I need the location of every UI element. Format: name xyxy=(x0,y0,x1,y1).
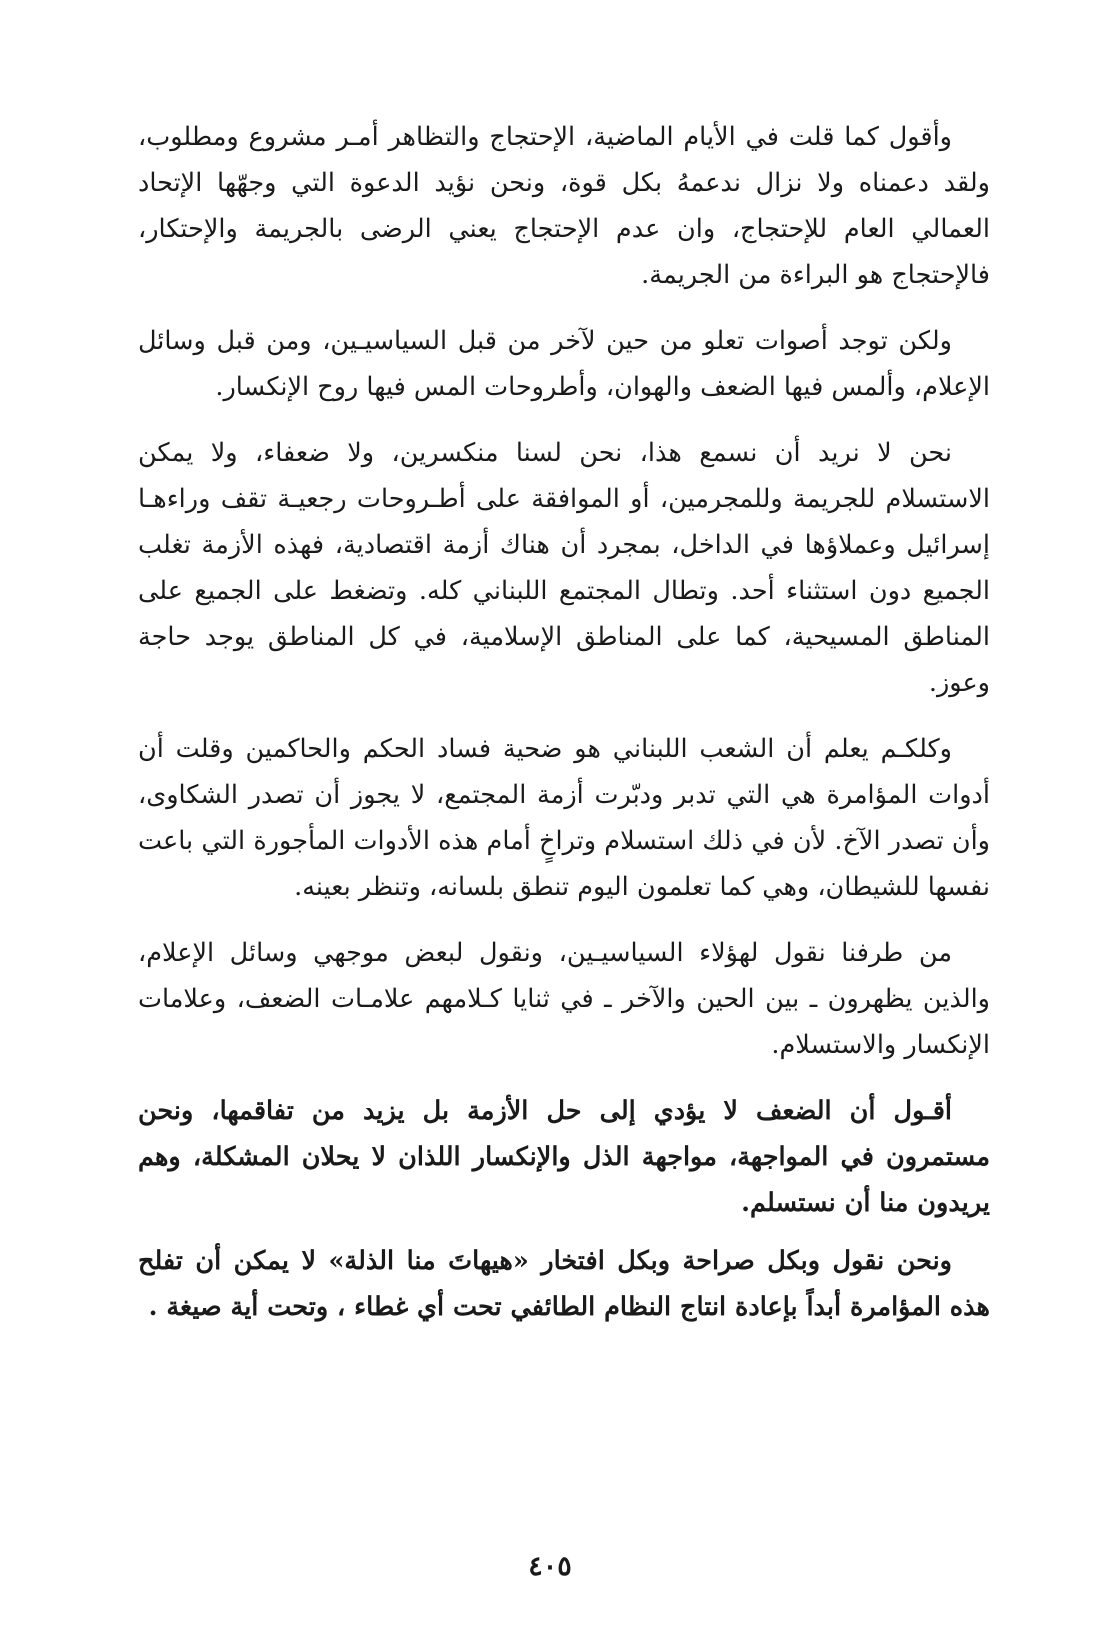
paragraph-2: ولكن توجد أصوات تعلو من حين لآخر من قبل السياسيـين، ومن قبل وسائل الإعلام، وألمس فيها الضعف والهوان، وأطروحات المس فيها روح الإنكسار. xyxy=(138,326,990,402)
paragraph-5: من طرفنا نقول لهؤلاء السياسيـين، ونقول لبعض موجهي وسائل الإعلام، والذين يظهرون ـ بين الحين والآخر ـ في ثنايا كـلامهم علامـات الضعف، وعلامات الإنكسار والاستسلام. xyxy=(138,938,990,1060)
paragraph-7: ونحن نقول وبكل صراحة وبكل افتخار «هيهاتَ منا الذلة» لا يمكن أن تفلح هذه المؤامرة أبداً بإعادة انتاج النظام الطائفي تحت أي غطاء ، وتحت أية صيغة . xyxy=(138,1246,990,1322)
paragraph-6: أقـول أن الضعف لا يؤدي إلى حل الأزمة بل يزيد من تفاقمها، ونحن مستمرون في المواجهة، مواجهة الذل والإنكسار اللذان لا يحلان المشكلة، وهم يريدون منا أن نستسلم. xyxy=(138,1096,990,1218)
paragraph-3: نحن لا نريد أن نسمع هذا، نحن لسنا منكسرين، ولا ضعفاء، ولا يمكن الاستسلام للجريمة وللمجرمين، أو الموافقة على أطـروحات رجعيـة تقف وراءهـا إسرائيل وعملاؤها في الداخل، بمجرد أن هناك أزمة اقتصادية، فهذه الأزمة تغلب الجميع دون استثناء أحد. وتطال المجتمع اللبناني كله. وتضغط على الجميع على المناطق المسيحية، كما على المناطق الإسلامية، في كل المناطق يوجد حاجة وعوز. xyxy=(138,438,990,698)
page-number: ٤٠٥ xyxy=(528,1551,572,1582)
paragraph-1: وأقول كما قلت في الأيام الماضية، الإحتجاج والتظاهر أمـر مشروع ومطلوب، ولقد دعمناه ولا نزال ندعمهُ بكل قوة، ونحن نؤيد الدعوة التي وجهّها الإتحاد العمالي العام للإحتجاج، وان عدم الإحتجاج يعني الرضى بالجريمة والإحتكار، فالإحتجاج هو البراءة من الجريمة. xyxy=(138,122,990,290)
page-body xyxy=(138,114,990,1342)
paragraph-4: وكلكـم يعلم أن الشعب اللبناني هو ضحية فساد الحكم والحاكمين وقلت أن أدوات المؤامرة هي التي تدبر ودبّرت أزمة المجتمع، لا يجوز أن تصدر الشكاوى، وأن تصدر الآخ. لأن في ذلك استسلام وتراخٍ أمام هذه الأدوات المأجورة التي باعت نفسها للشيطان، وهي كما تعلمون اليوم تنطق بلسانه، وتنظر بعينه. xyxy=(138,734,990,902)
